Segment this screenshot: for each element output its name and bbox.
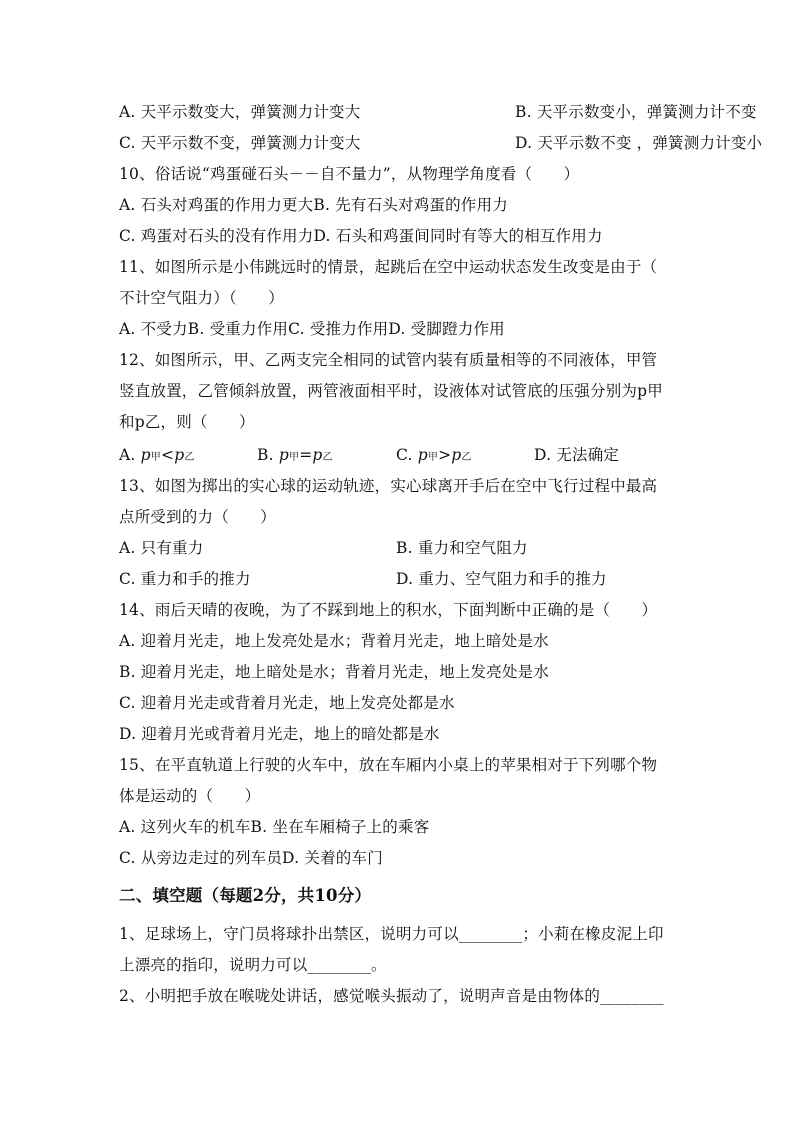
- q14-option-d: D. 迎着月光或背着月光走，地上的暗处都是水: [119, 725, 440, 743]
- q12-options-row: [119, 444, 620, 469]
- q14-option-c: C. 迎着月光走或背着月光走，地上发亮处都是水: [119, 694, 455, 712]
- q14-option-b: B. 迎着月光走，地上暗处是水；背着月光走，地上发亮处是水: [119, 663, 550, 681]
- q9-options-row2: [119, 132, 763, 154]
- fill2-line1: 2、小明把手放在喉咙处讲话，感觉喉头振动了，说明声音是由物体的________: [119, 987, 664, 1005]
- q13-option-b: B. 重力和空气阻力: [396, 539, 528, 557]
- q12-option-a: A. p甲<p乙: [119, 446, 195, 464]
- q13-options-row2: [119, 568, 607, 590]
- fill1-line1: 1、足球场上，守门员将球扑出禁区，说明力可以________；小莉在橡皮泥上印: [119, 925, 664, 943]
- q15-stem-line1: 15、在平直轨道上行驶的火车中，放在车厢内小桌上的苹果相对于下列哪个物: [119, 756, 658, 774]
- q13-options-row1: [119, 537, 528, 559]
- q13-option-d: D. 重力、空气阻力和手的推力: [396, 570, 607, 588]
- q12-option-d: D. 无法确定: [534, 446, 620, 464]
- q12-option-b: B. p甲=p乙: [257, 446, 333, 464]
- q14-option-a: A. 迎着月光走，地上发亮处是水；背着月光走，地上暗处是水: [119, 632, 549, 650]
- q13-stem-line2: 点所受到的力（ ）: [119, 508, 277, 526]
- q9-option-a: A. 天平示数变大，弹簧测力计变大: [119, 103, 361, 121]
- q12-stem-line1: 12、如图所示，甲、乙两支完全相同的试管内装有质量相等的不同液体，甲管: [119, 351, 658, 369]
- q9-options-row1: [119, 101, 757, 123]
- q9-option-d: D. 天平示数不变 ，弹簧测力计变小: [515, 134, 763, 152]
- q11-stem-line1: 11、如图所示是小伟跳远时的情景，起跳后在空中运动状态发生改变是由于（: [119, 258, 658, 276]
- q9-option-c: C. 天平示数不变，弹簧测力计变大: [119, 134, 361, 152]
- q10-options-line2: C. 鸡蛋对石头的没有作用力D. 石头和鸡蛋间同时有等大的相互作用力: [119, 227, 603, 245]
- q12-stem-line3: 和p乙，则（ ）: [119, 413, 255, 431]
- q11-options: A. 不受力B. 受重力作用C. 受推力作用D. 受脚蹬力作用: [119, 320, 505, 338]
- q15-options-line1: A. 这列火车的机车B. 坐在车厢椅子上的乘客: [119, 818, 430, 836]
- section-heading: 二、填空题（每题2分，共10分）: [119, 886, 372, 905]
- q14-stem: 14、雨后天晴的夜晚，为了不踩到地上的积水，下面判断中正确的是（ ）: [119, 601, 658, 619]
- q10-stem: 10、俗话说“鸡蛋碰石头－－自不量力”，从物理学角度看（ ）: [119, 165, 580, 183]
- q13-stem-line1: 13、如图为掷出的实心球的运动轨迹，实心球离开手后在空中飞行过程中最高: [119, 477, 658, 495]
- q9-option-b: B. 天平示数变小，弹簧测力计不变: [515, 103, 757, 121]
- q11-stem-line2: 不计空气阻力）（ ）: [119, 289, 284, 307]
- fill1-line2: 上漂亮的指印，说明力可以________。: [119, 956, 387, 974]
- q12-stem-line2: 竖直放置，乙管倾斜放置，两管液面相平时，设液体对试管底的压强分别为p甲: [119, 382, 663, 400]
- q13-option-a: A. 只有重力: [119, 539, 204, 557]
- q13-option-c: C. 重力和手的推力: [119, 570, 251, 588]
- q15-stem-line2: 体是运动的（ ）: [119, 787, 261, 805]
- q15-options-line2: C. 从旁边走过的列车员D. 关着的车门: [119, 849, 383, 867]
- q12-option-c: C. p甲>p乙: [396, 446, 472, 464]
- q10-options-line1: A. 石头对鸡蛋的作用力更大B. 先有石头对鸡蛋的作用力: [119, 196, 508, 214]
